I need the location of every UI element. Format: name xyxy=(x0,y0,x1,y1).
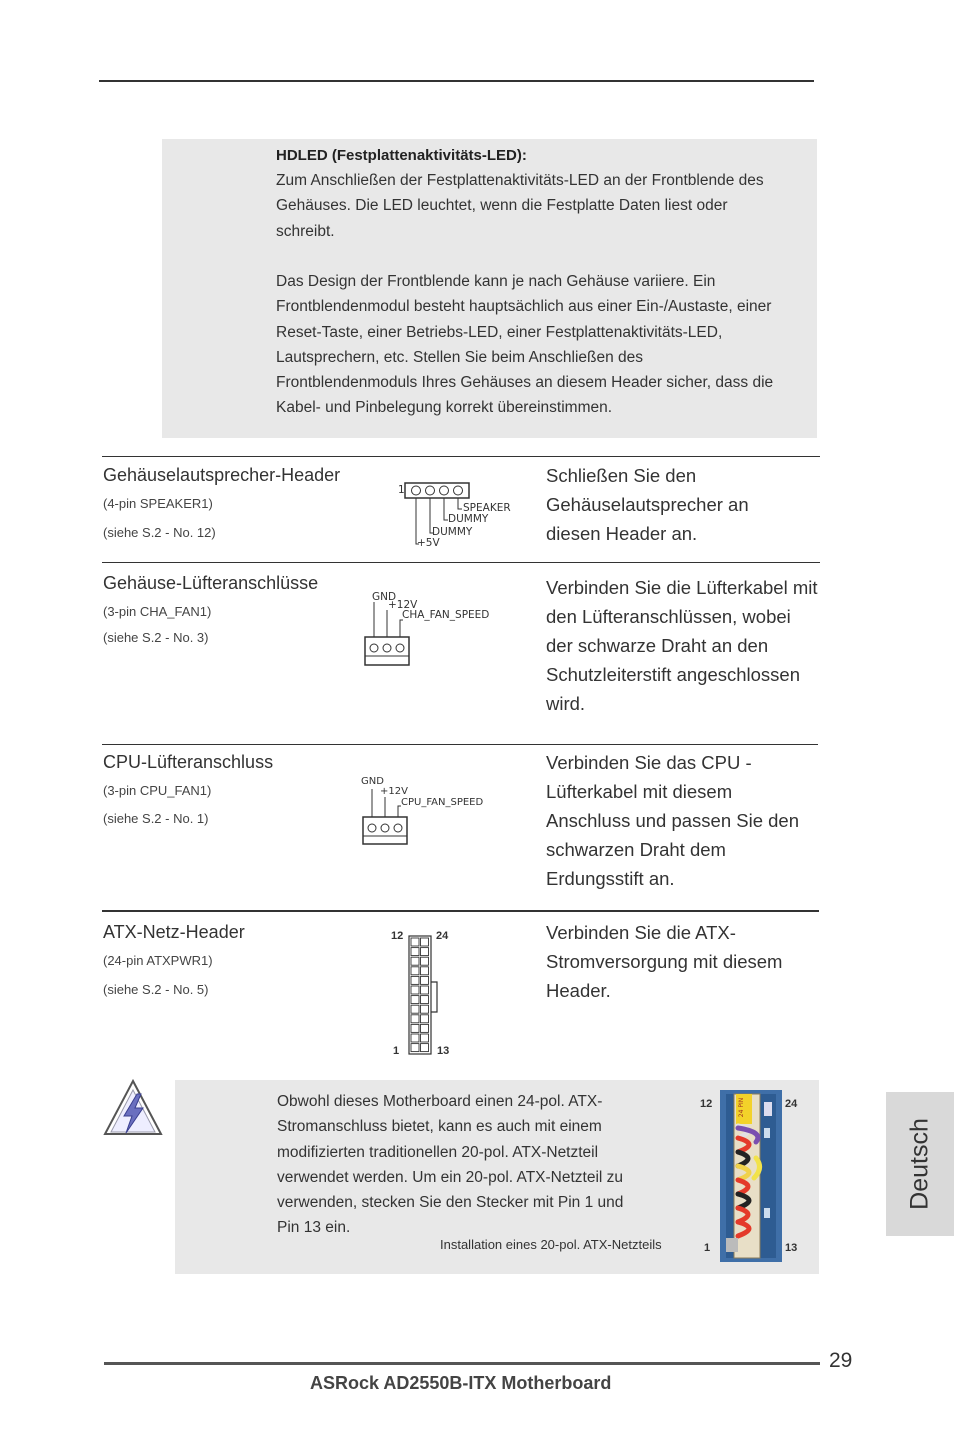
chassis-fan-pin: (3-pin CHA_FAN1) xyxy=(103,604,212,619)
text-line: Verbinden Sie die ATX- xyxy=(546,922,736,943)
pin-label: SPEAKER xyxy=(463,502,511,514)
atx-24pin-diagram xyxy=(385,926,465,1062)
pin-label: 24 xyxy=(785,1098,798,1110)
atx-power-pin: (24-pin ATXPWR1) xyxy=(103,953,213,968)
page-number: 29 xyxy=(829,1349,853,1372)
text-line: Verbinden Sie das CPU - xyxy=(546,752,752,773)
text-line: wird. xyxy=(546,693,586,714)
atx-pin-cell xyxy=(421,957,429,965)
speaker-header-pin: (4-pin SPEAKER1) xyxy=(103,496,213,511)
atx-pin-cell xyxy=(411,938,419,946)
atx-pin-cell xyxy=(421,1005,429,1013)
pin-label: CPU_FAN_SPEED xyxy=(401,797,484,808)
atx-power-title: ATX-Netz-Header xyxy=(103,922,245,942)
speaker-header-title: Gehäuselautsprecher-Header xyxy=(103,465,341,485)
pin-label: 1 xyxy=(704,1242,711,1254)
pin-label: 24 xyxy=(436,930,449,942)
cpu-fan-ref: (siehe S.2 - No. 1) xyxy=(103,811,209,826)
text-line: Anschluss und passen Sie den xyxy=(546,810,800,831)
atx-pin-cell xyxy=(411,1034,419,1042)
text-line: modifizierten traditionellen 20-pol. ATX-Netzteil xyxy=(277,1143,599,1161)
text-line: Erdungsstift an. xyxy=(546,868,675,889)
atx-pin-cell xyxy=(411,986,419,994)
pin-label: DUMMY xyxy=(448,513,489,525)
atx-pin-cell xyxy=(421,1034,429,1042)
pin-label: +12V xyxy=(380,786,408,797)
pin-label: +12V xyxy=(388,599,418,611)
photo-sticker-text: 24 PIN xyxy=(738,1097,746,1118)
text-line: den Lüfteranschlüssen, wobei xyxy=(546,606,791,627)
atx-pin-cell xyxy=(421,938,429,946)
pin-label: 12 xyxy=(391,930,404,942)
atx-pin-cell xyxy=(421,1015,429,1023)
pin-label: 1 xyxy=(393,1045,400,1057)
chassis-fan-title: Gehäuse-Lüfteranschlüsse xyxy=(103,573,319,593)
speaker-pin-diagram xyxy=(395,478,520,550)
pin-label: DUMMY xyxy=(432,526,473,538)
warning-icon xyxy=(102,1078,164,1138)
atx-pin-cell xyxy=(411,948,419,956)
chassis-fan-pin-diagram xyxy=(362,590,502,670)
text-line: Frontblendenmodul besteht hauptsächlich aus einer Ein-/Austaste, einer xyxy=(276,298,772,316)
cpu-fan-pin-diagram xyxy=(360,775,500,847)
section-rule xyxy=(102,744,818,745)
text-line: Lüfterkabel mit diesem xyxy=(546,781,733,802)
text-line: Verbinden Sie die Lüfterkabel mit xyxy=(546,577,818,598)
text-line: der schwarze Draht an den xyxy=(546,635,769,656)
text-line: Stromanschluss bietet, kann es auch mit einem xyxy=(277,1118,602,1136)
text-line: Das Design der Frontblende kann je nach Gehäuse variiere. Ein xyxy=(276,273,716,290)
atx-pin-cell xyxy=(421,967,429,975)
atx-pin-cell xyxy=(411,996,419,1004)
text-line: Schließen Sie den xyxy=(546,465,697,486)
atx-power-ref: (siehe S.2 - No. 5) xyxy=(103,982,209,997)
atx-pin-cell xyxy=(411,1044,419,1052)
speaker-header-description xyxy=(546,461,749,548)
atx-pin-cell xyxy=(421,996,429,1004)
chassis-fan-description xyxy=(546,573,818,718)
pin-label: 12 xyxy=(700,1098,713,1110)
text-line: Frontblendenmoduls Ihres Gehäuses an diesem Header sicher, dass die xyxy=(276,374,774,392)
hdled-note-paragraph-1 xyxy=(276,168,821,244)
text-line: schreibt. xyxy=(276,222,335,240)
atx-pin-cell xyxy=(411,1024,419,1032)
section-rule xyxy=(102,456,820,457)
hdled-note-title: HDLED (Festplattenaktivitäts-LED): xyxy=(276,147,527,164)
atx-pin-cell xyxy=(411,1005,419,1013)
text-line: Header. xyxy=(546,980,611,1001)
footer-product: ASRock AD2550B-ITX Motherboard xyxy=(310,1373,612,1393)
text-line: Kabel- und Pinbelegung korrekt übereinstimmen. xyxy=(276,399,613,417)
cpu-fan-description xyxy=(546,748,799,893)
atx-pin-cell xyxy=(411,1015,419,1023)
section-rule xyxy=(102,910,819,912)
warning-text xyxy=(277,1089,677,1241)
text-line: Stromversorgung mit diesem xyxy=(546,951,783,972)
atx-pin-cell xyxy=(421,1024,429,1032)
text-line: Gehäuses. Die LED leuchtet, wenn die Festplatte Daten liest oder xyxy=(276,197,728,215)
atx-pin-cell xyxy=(421,976,429,984)
pin-label: 1 xyxy=(398,484,405,496)
atx-pin-cell xyxy=(411,976,419,984)
text-line: Reset-Taste, einer Betriebs-LED, einer Festplattenaktivitäts-LED, xyxy=(276,323,723,341)
atx-power-description xyxy=(546,918,782,1005)
text-line: verwendet werden. Um ein 20-pol. ATX-Netzteil zu xyxy=(277,1168,624,1186)
cpu-fan-title: CPU-Lüfteranschluss xyxy=(103,752,274,772)
speaker-header-ref: (siehe S.2 - No. 12) xyxy=(103,525,216,540)
text-line: diesen Header an. xyxy=(546,523,698,544)
atx-pin-cell xyxy=(411,957,419,965)
pin-label: CHA_FAN_SPEED xyxy=(402,609,490,621)
language-tab-label: Deutsch xyxy=(905,1118,934,1210)
atx-pin-cell xyxy=(411,967,419,975)
atx-pin-cell xyxy=(421,948,429,956)
pin-label: GND xyxy=(372,591,397,603)
photo-caption: Installation eines 20-pol. ATX-Netzteils xyxy=(440,1237,662,1252)
pin-label: 13 xyxy=(785,1242,798,1254)
atx-pin-cell xyxy=(421,1044,429,1052)
text-line: schwarzen Draht dem xyxy=(546,839,726,860)
hdled-note-paragraph-2 xyxy=(276,269,821,421)
pin-label: 13 xyxy=(437,1045,450,1057)
text-line: Gehäuselautsprecher an xyxy=(546,494,749,515)
section-rule xyxy=(102,562,820,563)
text-line: Zum Anschließen der Festplattenaktivitäts-LED an der Frontblende des xyxy=(276,172,764,189)
text-line: Schutzleiterstift angeschlossen xyxy=(546,664,800,685)
text-line: Pin 13 ein. xyxy=(277,1219,351,1237)
footer-rule xyxy=(104,1362,820,1365)
text-line: Lautsprechern, etc. Stellen Sie beim Anschließen des xyxy=(276,348,644,366)
language-tab xyxy=(886,1092,954,1236)
pin-label: GND xyxy=(361,776,384,787)
top-rule xyxy=(99,80,814,82)
pin-label: +5V xyxy=(417,537,440,549)
text-line: verwenden, stecken Sie den Stecker mit Pin 1 und xyxy=(277,1194,624,1212)
cpu-fan-pin: (3-pin CPU_FAN1) xyxy=(103,783,212,798)
text-line: Obwohl dieses Motherboard einen 24-pol. ATX- xyxy=(277,1093,603,1110)
atx-pin-cell xyxy=(421,986,429,994)
chassis-fan-ref: (siehe S.2 - No. 3) xyxy=(103,630,209,645)
atx-connector-photo xyxy=(698,1088,808,1264)
